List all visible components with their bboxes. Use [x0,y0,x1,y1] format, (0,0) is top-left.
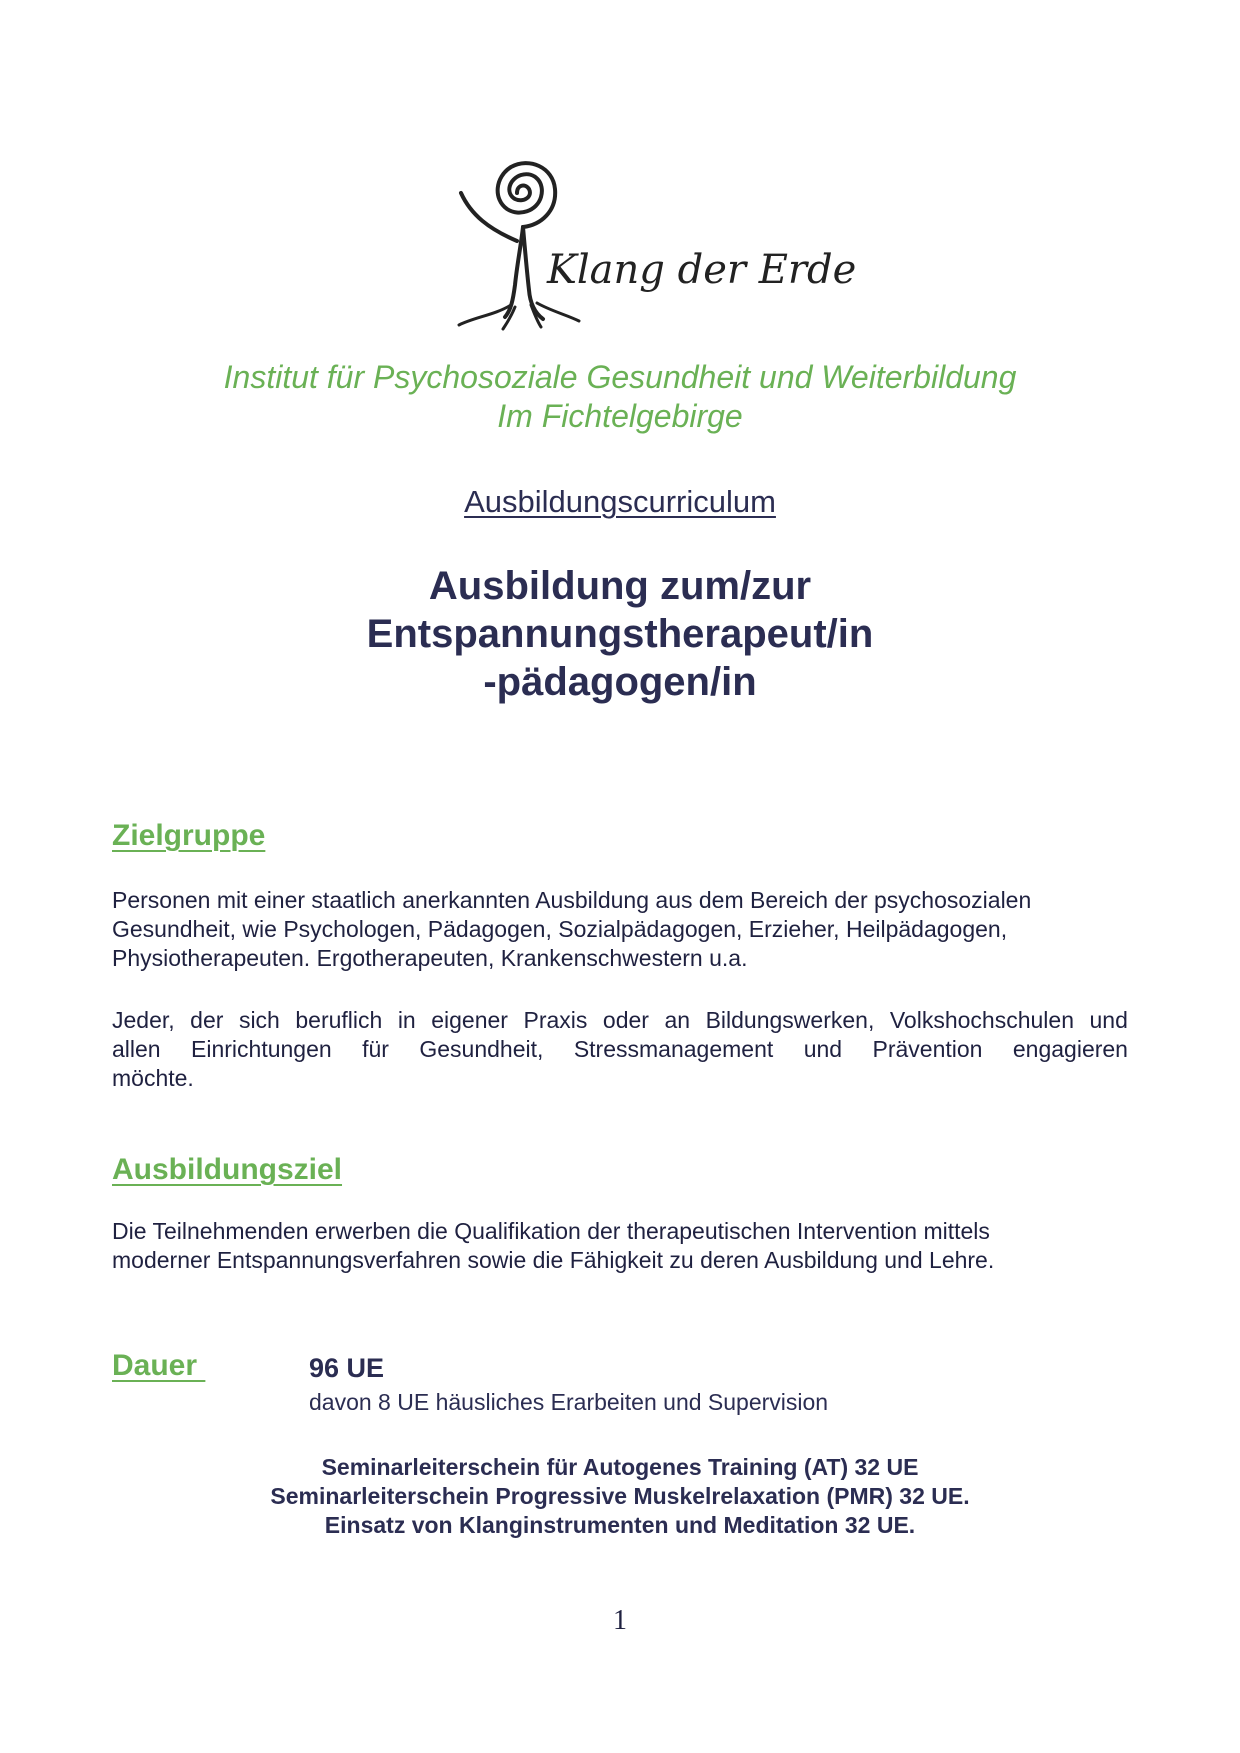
page-title [0,562,1240,706]
word: an [664,1007,691,1033]
institute-name [0,358,1240,436]
word: sich [238,1007,280,1033]
word: Bildungswerken, [705,1007,875,1033]
page-number: 1 [613,1605,627,1636]
institute-line-2: Im Fichtelgebirge [497,398,743,434]
section-heading-dauer: Dauer [112,1349,206,1382]
ausbildungsziel-paragraph [112,1217,1128,1275]
curriculum-label [0,484,1240,520]
word: Praxis [523,1007,588,1033]
justified-line-1 [112,1006,1128,1035]
word: allen [112,1036,161,1062]
logo-wordmark: Klang der Erde [547,247,857,293]
word: Jeder, [112,1007,175,1033]
curriculum-label-text: Ausbildungscurriculum [464,484,776,519]
word: und [803,1036,843,1062]
title-line-3: -pädagogen/in [483,660,757,704]
word: Einrichtungen [191,1036,332,1062]
certificate-list [0,1453,1240,1540]
section-heading-ausbildungsziel: Ausbildungsziel [112,1153,343,1186]
section-heading-zielgruppe: Zielgruppe [112,819,266,852]
word: und [1089,1007,1128,1033]
text-line: Gesundheit, wie Psychologen, Pädagogen, Sozialpädagogen, Erzieher, Heilpädagogen, [112,916,1008,942]
word: Prävention [872,1036,983,1062]
institute-line-1: Institut für Psychosoziale Gesundheit und Weiterbildung [223,359,1017,395]
justified-line-2 [112,1035,1128,1064]
word: Gesundheit, [419,1036,544,1062]
word: beruflich [295,1007,383,1033]
duration-value: 96 UE [309,1353,385,1383]
spiral-tree-icon [455,155,857,330]
zielgruppe-paragraph-2 [112,1006,1128,1093]
word: oder [602,1007,649,1033]
klang-der-erde-logo [455,155,857,330]
word: der [190,1007,224,1033]
zielgruppe-paragraph-1 [112,886,1128,973]
text-line: Physiotherapeuten. Ergotherapeuten, Krankenschwestern u.a. [112,945,748,971]
text-line: möchte. [112,1065,194,1091]
title-line-2: Entspannungstherapeut/in [366,612,874,656]
title-line-1: Ausbildung zum/zur [428,564,812,608]
word: in [397,1007,416,1033]
word: für [362,1036,389,1062]
duration-subtext: davon 8 UE häusliches Erarbeiten und Supervision [309,1389,829,1415]
word: Volkshochschulen [889,1007,1074,1033]
text-line: Die Teilnehmenden erwerben die Qualifikation der therapeutischen Intervention mittels [112,1218,990,1244]
word: eigener [431,1007,508,1033]
certificate-item: Seminarleiterschein Progressive Muskelrelaxation (PMR) 32 UE. [270,1483,970,1509]
certificate-item: Seminarleiterschein für Autogenes Training (AT) 32 UE [321,1454,919,1480]
text-line: moderner Entspannungsverfahren sowie die Fähigkeit zu deren Ausbildung und Lehre. [112,1247,995,1273]
word: Stressmanagement [573,1036,774,1062]
text-line: Personen mit einer staatlich anerkannten Ausbildung aus dem Bereich der psychosozialen [112,887,1032,913]
word: engagieren [1012,1036,1128,1062]
certificate-item: Einsatz von Klanginstrumenten und Meditation 32 UE. [324,1512,916,1538]
